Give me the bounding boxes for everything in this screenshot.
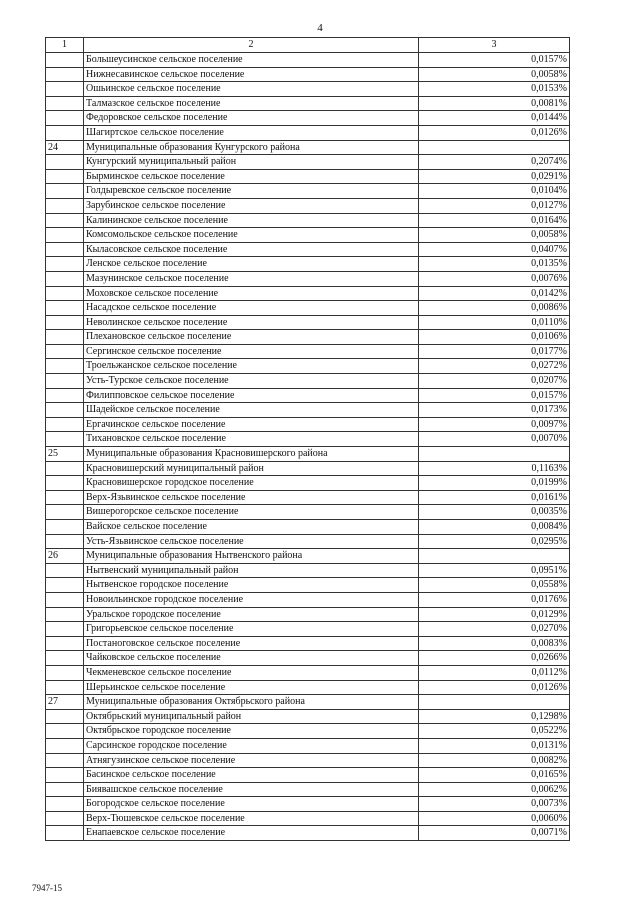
share-value: 0,0060%: [419, 811, 570, 826]
municipality-name: Троельжанское сельское поселение: [84, 359, 419, 374]
share-value: 0,2074%: [419, 155, 570, 170]
table-row: [46, 578, 570, 593]
municipality-name: Красновишерское городское поселение: [84, 476, 419, 491]
share-value: 0,0266%: [419, 651, 570, 666]
municipality-name: Сарсинское городское поселение: [84, 738, 419, 753]
row-number: [46, 344, 84, 359]
share-value: 0,0082%: [419, 753, 570, 768]
municipality-name: Моховское сельское поселение: [84, 286, 419, 301]
municipality-name: Верх-Тюшевское сельское поселение: [84, 811, 419, 826]
municipality-name: Нытвенский муниципальный район: [84, 563, 419, 578]
municipality-name: Биявашское сельское поселение: [84, 782, 419, 797]
municipality-name: Голдыревское сельское поселение: [84, 184, 419, 199]
row-number: [46, 228, 84, 243]
municipality-name: Нытвенское городское поселение: [84, 578, 419, 593]
row-number: [46, 242, 84, 257]
share-value: 0,0073%: [419, 797, 570, 812]
municipality-name: Мазунинское сельское поселение: [84, 271, 419, 286]
share-value: 0,0076%: [419, 271, 570, 286]
municipality-name: Насадское сельское поселение: [84, 301, 419, 316]
share-value: 0,0086%: [419, 301, 570, 316]
table-row: [46, 622, 570, 637]
share-value: [419, 140, 570, 155]
municipality-name: Красновишерский муниципальный район: [84, 461, 419, 476]
row-number: 25: [46, 447, 84, 462]
table-row: [46, 768, 570, 783]
municipality-name: Постаноговское сельское поселение: [84, 636, 419, 651]
row-number: [46, 388, 84, 403]
share-value: 0,0407%: [419, 242, 570, 257]
table-row: [46, 242, 570, 257]
header-col-1: 1: [46, 38, 84, 53]
table-row: [46, 388, 570, 403]
table-row: [46, 797, 570, 812]
table-row: [46, 811, 570, 826]
row-number: [46, 184, 84, 199]
page-number: 4: [317, 22, 323, 34]
row-number: [46, 198, 84, 213]
table-header-row: [46, 38, 570, 53]
table-group-row: [46, 549, 570, 564]
municipality-name: Кунгурский муниципальный район: [84, 155, 419, 170]
share-value: 0,0142%: [419, 286, 570, 301]
row-number: [46, 82, 84, 97]
municipality-name: Муниципальные образования Кунгурского района: [84, 140, 419, 155]
row-number: [46, 125, 84, 140]
share-value: 0,0081%: [419, 96, 570, 111]
share-value: 0,0112%: [419, 665, 570, 680]
row-number: [46, 534, 84, 549]
table-row: [46, 724, 570, 739]
row-number: [46, 607, 84, 622]
table-row: [46, 228, 570, 243]
table-row: [46, 490, 570, 505]
municipality-name: Басинское сельское поселение: [84, 768, 419, 783]
table-row: [46, 709, 570, 724]
table-row: [46, 359, 570, 374]
table-row: [46, 432, 570, 447]
municipality-name: Неволинское сельское поселение: [84, 315, 419, 330]
municipality-name: Григорьевское сельское поселение: [84, 622, 419, 637]
table-row: [46, 125, 570, 140]
row-number: [46, 271, 84, 286]
municipality-name: Муниципальные образования Октябрьского района: [84, 695, 419, 710]
municipality-name: Бырминское сельское поселение: [84, 169, 419, 184]
row-number: [46, 169, 84, 184]
table-row: [46, 82, 570, 97]
row-number: [46, 680, 84, 695]
table-row: [46, 563, 570, 578]
share-value: 0,0083%: [419, 636, 570, 651]
row-number: [46, 315, 84, 330]
row-number: [46, 359, 84, 374]
table-body: [46, 53, 570, 841]
row-number: [46, 622, 84, 637]
row-number: [46, 257, 84, 272]
share-value: 0,0058%: [419, 67, 570, 82]
document-code: 7947-15: [32, 883, 62, 893]
share-value: 0,0164%: [419, 213, 570, 228]
row-number: [46, 709, 84, 724]
share-value: 0,0071%: [419, 826, 570, 841]
allocation-table: [45, 37, 570, 841]
municipality-name: Федоровское сельское поселение: [84, 111, 419, 126]
municipality-name: Чайковское сельское поселение: [84, 651, 419, 666]
row-number: [46, 738, 84, 753]
table-row: [46, 592, 570, 607]
municipality-name: Октябрьский муниципальный район: [84, 709, 419, 724]
share-value: 0,0522%: [419, 724, 570, 739]
table-row: [46, 67, 570, 82]
municipality-name: Филипповское сельское поселение: [84, 388, 419, 403]
share-value: 0,0157%: [419, 53, 570, 68]
table-row: [46, 417, 570, 432]
share-value: 0,0126%: [419, 680, 570, 695]
table-row: [46, 782, 570, 797]
share-value: 0,0207%: [419, 374, 570, 389]
municipality-name: Талмазское сельское поселение: [84, 96, 419, 111]
row-number: [46, 432, 84, 447]
row-number: [46, 505, 84, 520]
share-value: 0,0104%: [419, 184, 570, 199]
municipality-name: Октябрьское городское поселение: [84, 724, 419, 739]
row-number: [46, 53, 84, 68]
table-row: [46, 271, 570, 286]
municipality-name: Атнягузинское сельское поселение: [84, 753, 419, 768]
municipality-name: Чекменевское сельское поселение: [84, 665, 419, 680]
table-row: [46, 534, 570, 549]
row-number: [46, 213, 84, 228]
table-row: [46, 257, 570, 272]
municipality-name: Енапаевское сельское поселение: [84, 826, 419, 841]
share-value: 0,0272%: [419, 359, 570, 374]
share-value: 0,0295%: [419, 534, 570, 549]
share-value: 0,0070%: [419, 432, 570, 447]
municipality-name: Зарубинское сельское поселение: [84, 198, 419, 213]
table-row: [46, 520, 570, 535]
row-number: [46, 403, 84, 418]
municipality-name: Ошьинское сельское поселение: [84, 82, 419, 97]
table-row: [46, 826, 570, 841]
table-row: [46, 374, 570, 389]
table-row: [46, 213, 570, 228]
row-number: [46, 417, 84, 432]
row-number: [46, 301, 84, 316]
municipality-name: Комсомольское сельское поселение: [84, 228, 419, 243]
table-row: [46, 155, 570, 170]
share-value: 0,0110%: [419, 315, 570, 330]
table-row: [46, 461, 570, 476]
row-number: [46, 592, 84, 607]
table-row: [46, 636, 570, 651]
row-number: [46, 520, 84, 535]
row-number: [46, 111, 84, 126]
municipality-name: Плехановское сельское поселение: [84, 330, 419, 345]
share-value: 0,0126%: [419, 125, 570, 140]
municipality-name: Новоильинское городское поселение: [84, 592, 419, 607]
table-row: [46, 665, 570, 680]
share-value: 0,0176%: [419, 592, 570, 607]
share-value: [419, 549, 570, 564]
municipality-name: Шагиртское сельское поселение: [84, 125, 419, 140]
share-value: 0,1163%: [419, 461, 570, 476]
table-row: [46, 738, 570, 753]
share-value: [419, 447, 570, 462]
row-number: [46, 330, 84, 345]
table-row: [46, 184, 570, 199]
municipality-name: Вишерогорское сельское поселение: [84, 505, 419, 520]
municipality-name: Шадейское сельское поселение: [84, 403, 419, 418]
municipality-name: Кыласовское сельское поселение: [84, 242, 419, 257]
share-value: 0,0270%: [419, 622, 570, 637]
row-number: [46, 286, 84, 301]
header-col-3: 3: [419, 38, 570, 53]
row-number: [46, 797, 84, 812]
row-number: [46, 476, 84, 491]
row-number: 24: [46, 140, 84, 155]
row-number: [46, 768, 84, 783]
row-number: [46, 665, 84, 680]
row-number: [46, 490, 84, 505]
table-row: [46, 476, 570, 491]
municipality-name: Уральское городское поселение: [84, 607, 419, 622]
table-row: [46, 651, 570, 666]
share-value: 0,0058%: [419, 228, 570, 243]
table-row: [46, 53, 570, 68]
row-number: [46, 374, 84, 389]
municipality-name: Усть-Язьвинское сельское поселение: [84, 534, 419, 549]
table-group-row: [46, 695, 570, 710]
row-number: [46, 155, 84, 170]
table-row: [46, 607, 570, 622]
table-row: [46, 169, 570, 184]
share-value: 0,0097%: [419, 417, 570, 432]
table-row: [46, 505, 570, 520]
table-row: [46, 753, 570, 768]
share-value: [419, 695, 570, 710]
share-value: 0,0131%: [419, 738, 570, 753]
share-value: 0,0106%: [419, 330, 570, 345]
table-group-row: [46, 447, 570, 462]
row-number: [46, 826, 84, 841]
municipality-name: Тихановское сельское поселение: [84, 432, 419, 447]
table-row: [46, 301, 570, 316]
municipality-name: Сергинское сельское поселение: [84, 344, 419, 359]
municipality-name: Калининское сельское поселение: [84, 213, 419, 228]
row-number: [46, 724, 84, 739]
share-value: 0,0951%: [419, 563, 570, 578]
share-value: 0,0135%: [419, 257, 570, 272]
table-row: [46, 198, 570, 213]
share-value: 0,0161%: [419, 490, 570, 505]
municipality-name: Верх-Язьвинское сельское поселение: [84, 490, 419, 505]
row-number: [46, 461, 84, 476]
share-value: 0,0127%: [419, 198, 570, 213]
table-row: [46, 315, 570, 330]
share-value: 0,0062%: [419, 782, 570, 797]
municipality-name: Ергачинское сельское поселение: [84, 417, 419, 432]
row-number: [46, 67, 84, 82]
share-value: 0,0144%: [419, 111, 570, 126]
municipality-name: Муниципальные образования Красновишерского района: [84, 447, 419, 462]
share-value: 0,1298%: [419, 709, 570, 724]
row-number: [46, 636, 84, 651]
municipality-name: Муниципальные образования Нытвенского района: [84, 549, 419, 564]
row-number: [46, 753, 84, 768]
municipality-name: Богородское сельское поселение: [84, 797, 419, 812]
municipality-name: Ленское сельское поселение: [84, 257, 419, 272]
table-row: [46, 680, 570, 695]
row-number: [46, 578, 84, 593]
row-number: 26: [46, 549, 84, 564]
share-value: 0,0157%: [419, 388, 570, 403]
table-row: [46, 403, 570, 418]
share-value: 0,0199%: [419, 476, 570, 491]
table-row: [46, 344, 570, 359]
share-value: 0,0084%: [419, 520, 570, 535]
share-value: 0,0173%: [419, 403, 570, 418]
share-value: 0,0035%: [419, 505, 570, 520]
row-number: [46, 651, 84, 666]
share-value: 0,0291%: [419, 169, 570, 184]
share-value: 0,0129%: [419, 607, 570, 622]
header-col-2: 2: [84, 38, 419, 53]
row-number: [46, 563, 84, 578]
municipality-name: Усть-Турское сельское поселение: [84, 374, 419, 389]
table-group-row: [46, 140, 570, 155]
municipality-name: Шерьинское сельское поселение: [84, 680, 419, 695]
table-row: [46, 286, 570, 301]
share-value: 0,0165%: [419, 768, 570, 783]
table-row: [46, 111, 570, 126]
municipality-name: Нижнесавинское сельское поселение: [84, 67, 419, 82]
row-number: [46, 811, 84, 826]
row-number: [46, 782, 84, 797]
municipality-name: Большеусинское сельское поселение: [84, 53, 419, 68]
row-number: [46, 96, 84, 111]
table-row: [46, 330, 570, 345]
share-value: 0,0153%: [419, 82, 570, 97]
municipality-name: Вайское сельское поселение: [84, 520, 419, 535]
share-value: 0,0558%: [419, 578, 570, 593]
share-value: 0,0177%: [419, 344, 570, 359]
table-row: [46, 96, 570, 111]
row-number: 27: [46, 695, 84, 710]
